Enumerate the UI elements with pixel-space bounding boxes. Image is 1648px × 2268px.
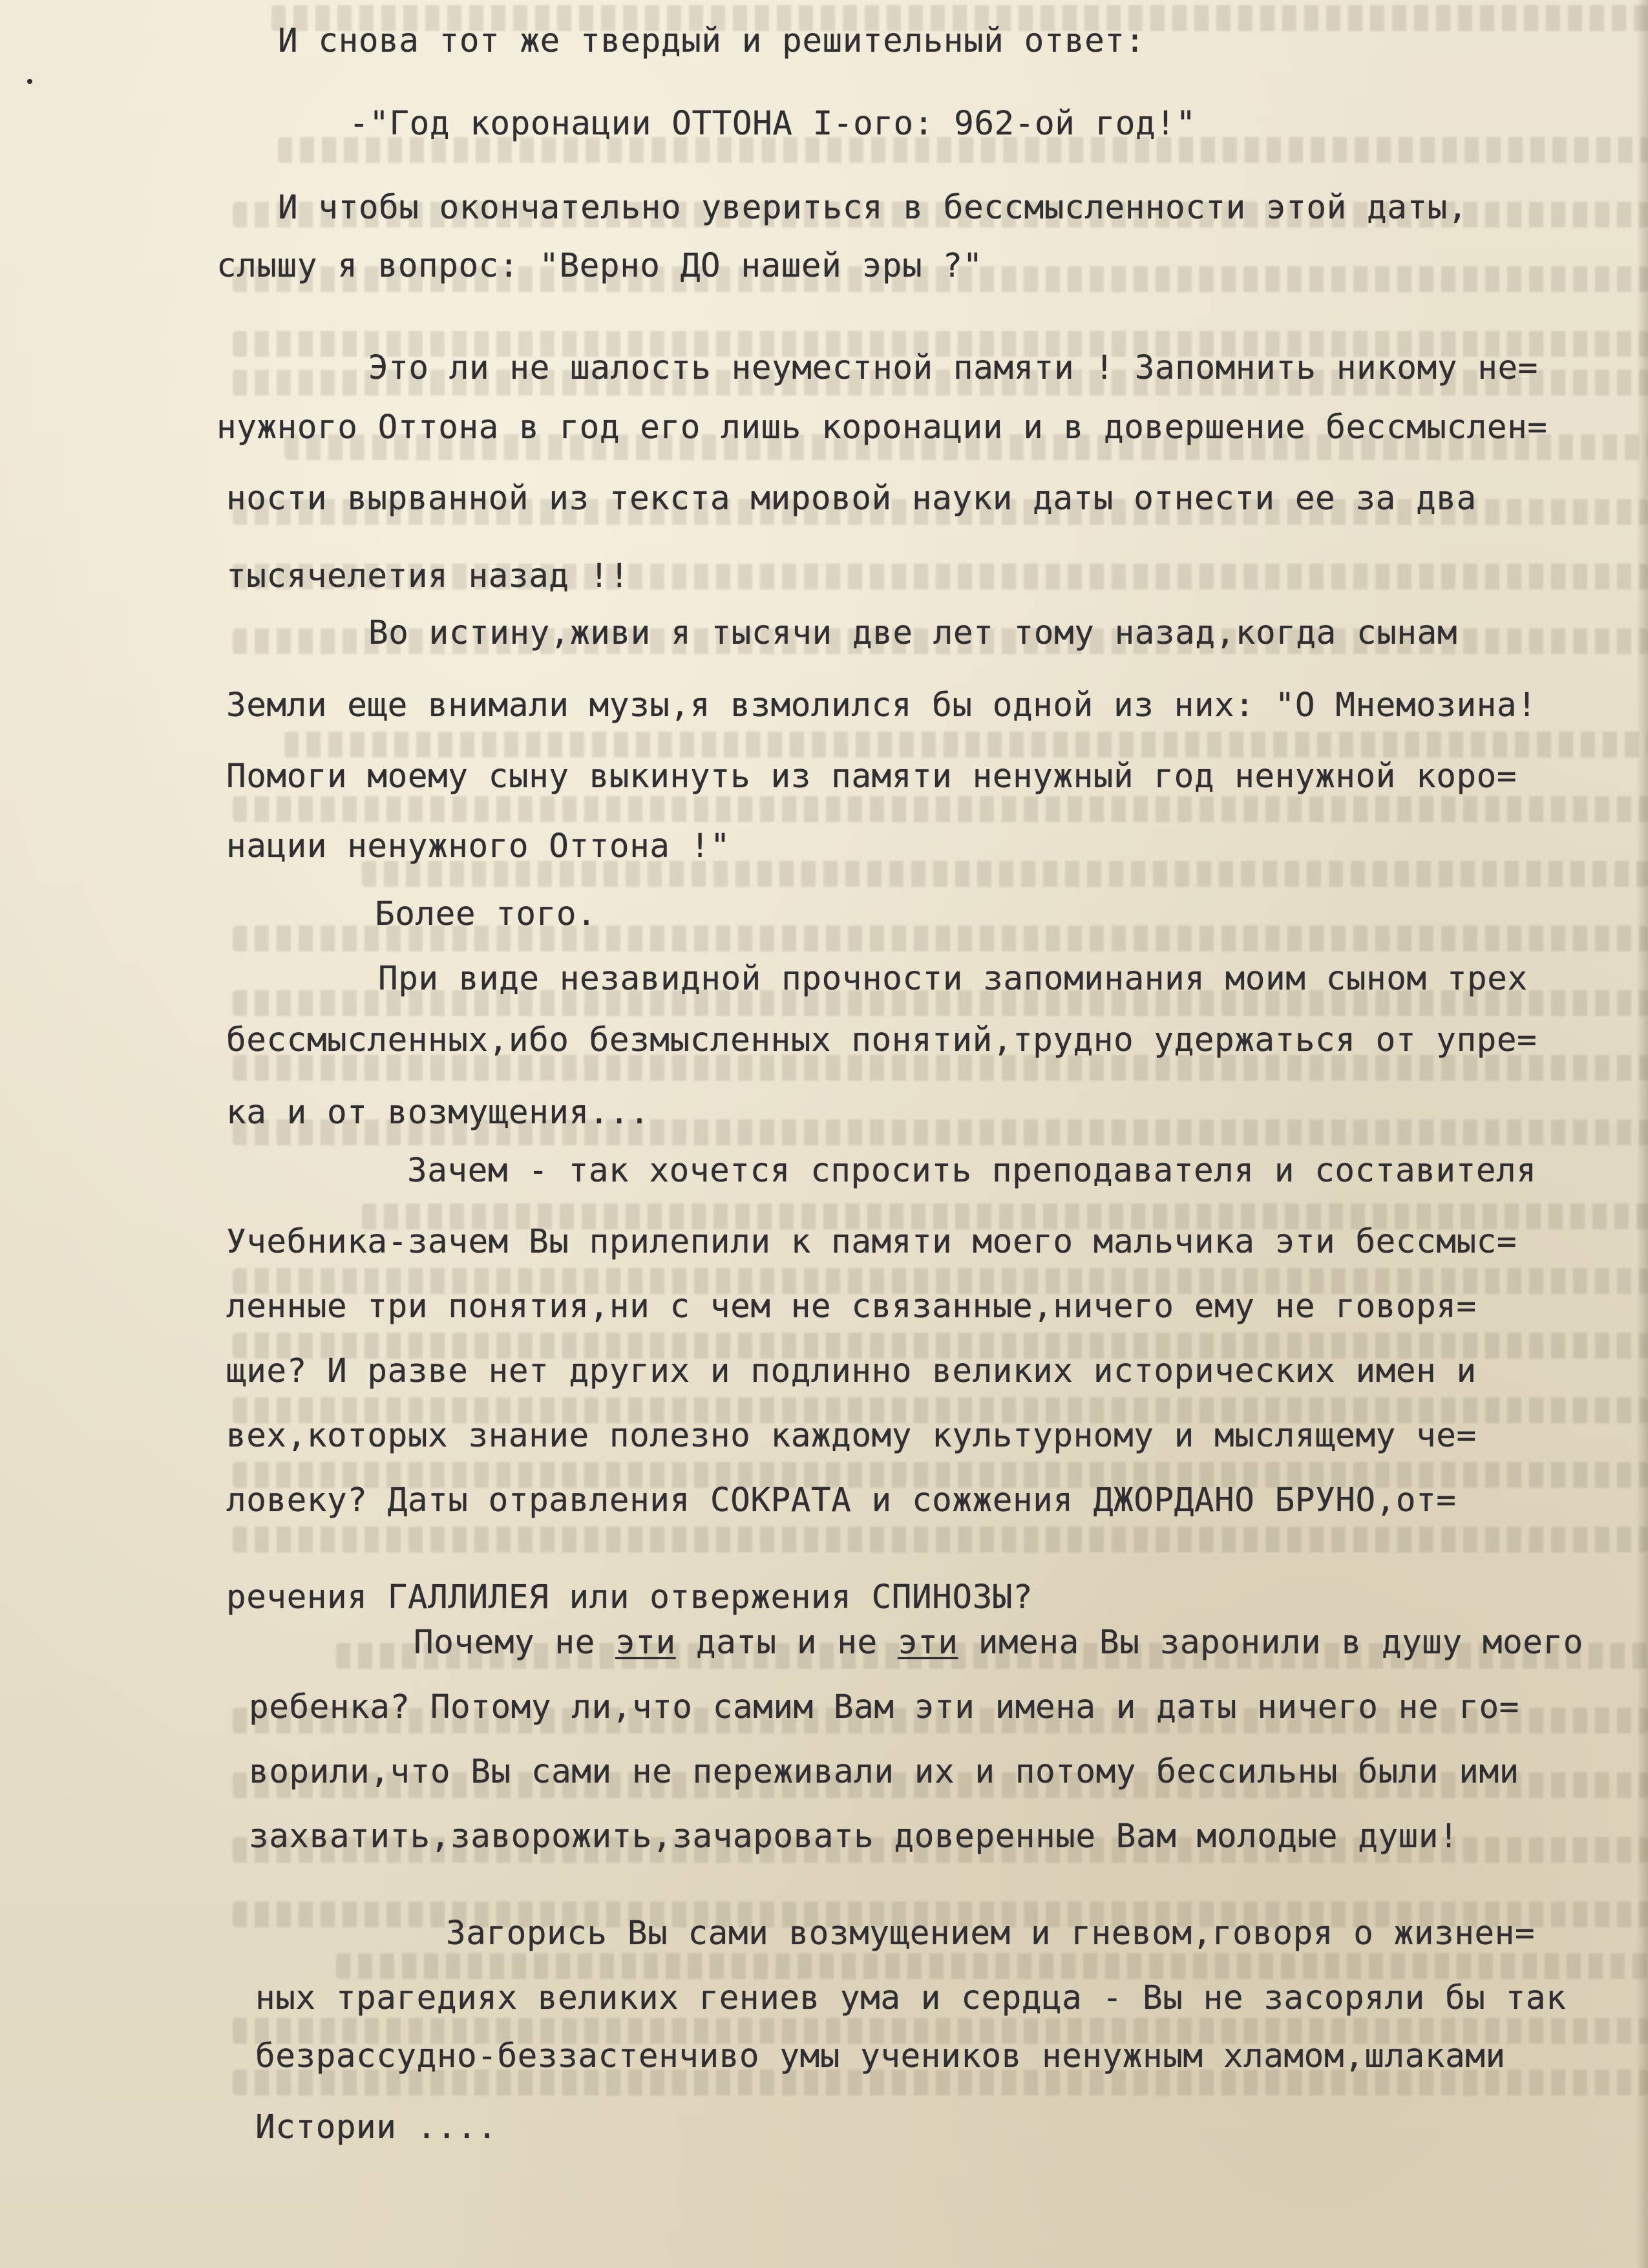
text-line: ловеку? Даты отравления СОКРАТА и сожжения ДЖОРДАНО БРУНО,от= [226, 1481, 1457, 1520]
text-line: ворили,что Вы сами не переживали их и потому бессильны были ими [249, 1753, 1519, 1791]
text-line: Учебника-зачем Вы прилепили к памяти моего мальчика эти бессмыс= [226, 1223, 1517, 1261]
text-line: Более того. [375, 895, 597, 933]
text-segment: Почему не [414, 1624, 616, 1662]
text-line: щие? И разве нет других и подлинно великих исторических имен и [226, 1352, 1477, 1390]
text-line: И чтобы окончательно увериться в бессмысленности этой даты, [278, 189, 1468, 227]
text-line: бессмысленных,ибо безмысленных понятий,трудно удержаться от упре= [226, 1021, 1537, 1059]
text-line: Земли еще внимали музы,я взмолился бы одной из них: "О Мнемозина! [226, 686, 1537, 725]
text-line: слышу я вопрос: "Верно ДО нашей эры ?" [217, 247, 983, 285]
text-line: Загорись Вы сами возмущением и гневом,говоря о жизнен= [446, 1914, 1536, 1953]
text-line: захватить,заворожить,зачаровать доверенные Вам молодые души! [249, 1818, 1459, 1856]
underlined-word: эти [615, 1624, 676, 1662]
text-line: Это ли не шалость неуместной памяти ! Запомнить никому не= [368, 349, 1538, 387]
text-line: нации ненужного Оттона !" [226, 827, 731, 865]
text-line: ребенка? Потому ли,что самим Вам эти имена и даты ничего не го= [249, 1688, 1519, 1726]
text-line: При виде незавидной прочности запоминания моим сыном трех [378, 960, 1528, 998]
text-line: -"Год коронации ОТТОНА I-ого: 962-ой год!" [349, 105, 1196, 143]
text-segment: даты и не [675, 1624, 898, 1662]
text-line: ленные три понятия,ни с чем не связанные,ничего ему не говоря= [226, 1288, 1477, 1326]
text-line: Истории .... [255, 2108, 498, 2146]
text-segment: имена Вы заронили в душу моего [958, 1624, 1583, 1662]
text-line: ности вырванной из текста мировой науки даты отнести ее за два [226, 480, 1477, 518]
text-line: ка и от возмущения... [226, 1094, 650, 1132]
text-line: тысячелетия назад !! [226, 557, 630, 595]
text-line: Во истину,живи я тысячи две лет тому назад,когда сынам [368, 614, 1458, 652]
text-line: нужного Оттона в год его лишь коронации и в довершение бессмыслен= [217, 408, 1548, 447]
text-line: безрассудно-беззастенчиво умы учеников ненужным хламом,шлаками [255, 2037, 1506, 2075]
text-line: речения ГАЛЛИЛЕЯ или отвержения СПИНОЗЫ? [226, 1578, 1033, 1616]
text-line: Зачем - так хочется спросить преподавателя и составителя [407, 1152, 1537, 1190]
text-line [414, 1624, 1583, 1662]
text-line: ных трагедиях великих гениев ума и сердца - Вы не засоряли бы так [255, 1979, 1567, 2017]
text-line: Помоги моему сыну выкинуть из памяти ненужный год ненужной коро= [226, 758, 1517, 796]
text-line: И снова тот же твердый и решительный ответ: [278, 22, 1145, 60]
underlined-word: эти [897, 1624, 958, 1662]
text-line: вех,которых знание полезно каждому культурному и мыслящему че= [226, 1417, 1477, 1455]
